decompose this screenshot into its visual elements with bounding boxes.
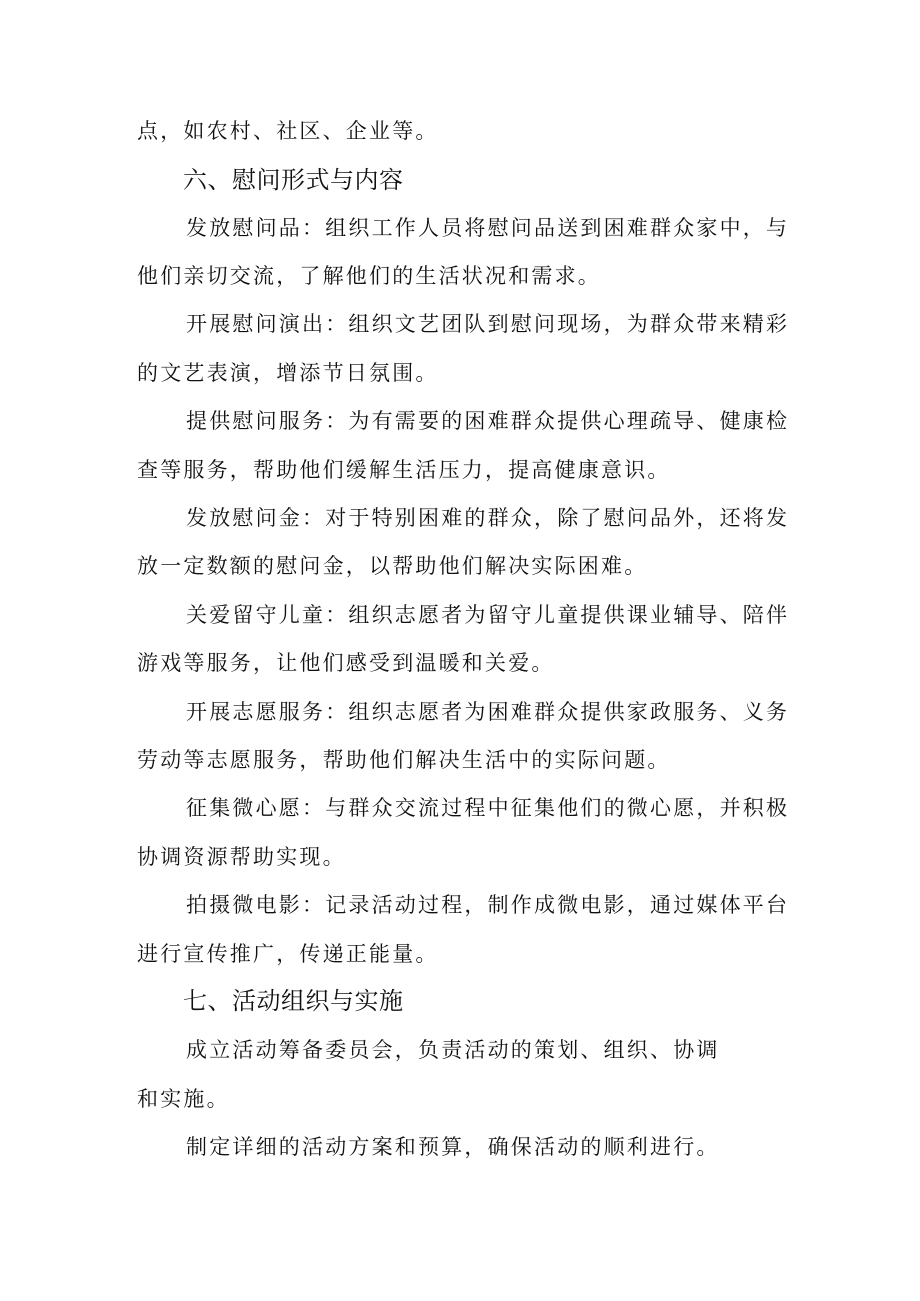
paragraph-line: 制定详细的活动方案和预算，确保活动的顺利进行。 — [186, 1135, 720, 1159]
paragraph-line: 提供慰问服务：为有需要的困难群众提供心理疏导、健康检 — [186, 409, 790, 433]
paragraph-line: 和实施。 — [137, 1087, 230, 1111]
paragraph-line: 开展志愿服务：组织志愿者为困难群众提供家政服务、义务 — [186, 700, 790, 724]
paragraph-line: 关爱留守儿童：组织志愿者为留守儿童提供课业辅导、陪伴 — [186, 603, 790, 627]
paragraph-line: 点，如农村、社区、企业等。 — [137, 119, 439, 143]
paragraph-line: 拍摄微电影：记录活动过程，制作成微电影，通过媒体平台 — [186, 893, 790, 917]
paragraph-line: 的文艺表演，增添节日氛围。 — [137, 361, 439, 385]
paragraph-line: 发放慰问金：对于特别困难的群众，除了慰问品外，还将发 — [186, 506, 790, 530]
paragraph-line: 他们亲切交流，了解他们的生活状况和需求。 — [137, 264, 601, 288]
paragraph-line: 查等服务，帮助他们缓解生活压力，提高健康意识。 — [137, 458, 671, 482]
paragraph-line: 进行宣传推广，传递正能量。 — [137, 942, 439, 966]
paragraph-line: 征集微心愿：与群众交流过程中征集他们的微心愿，并积极 — [186, 796, 790, 820]
paragraph-line: 协调资源帮助实现。 — [137, 845, 346, 869]
paragraph-line: 劳动等志愿服务，帮助他们解决生活中的实际问题。 — [137, 748, 671, 772]
section-heading-seven: 七、活动组织与实施 — [183, 987, 404, 1015]
paragraph-line: 成立活动筹备委员会，负责活动的策划、组织、协调 — [186, 1038, 720, 1062]
paragraph-line: 发放慰问品：组织工作人员将慰问品送到困难群众家中，与 — [186, 216, 790, 240]
paragraph-line: 放一定数额的慰问金，以帮助他们解决实际困难。 — [137, 554, 648, 578]
paragraph-line: 游戏等服务，让他们感受到温暖和关爱。 — [137, 651, 555, 675]
paragraph-line: 开展慰问演出：组织文艺团队到慰问现场，为群众带来精彩 — [186, 312, 790, 336]
section-heading-six: 六、慰问形式与内容 — [183, 166, 404, 194]
